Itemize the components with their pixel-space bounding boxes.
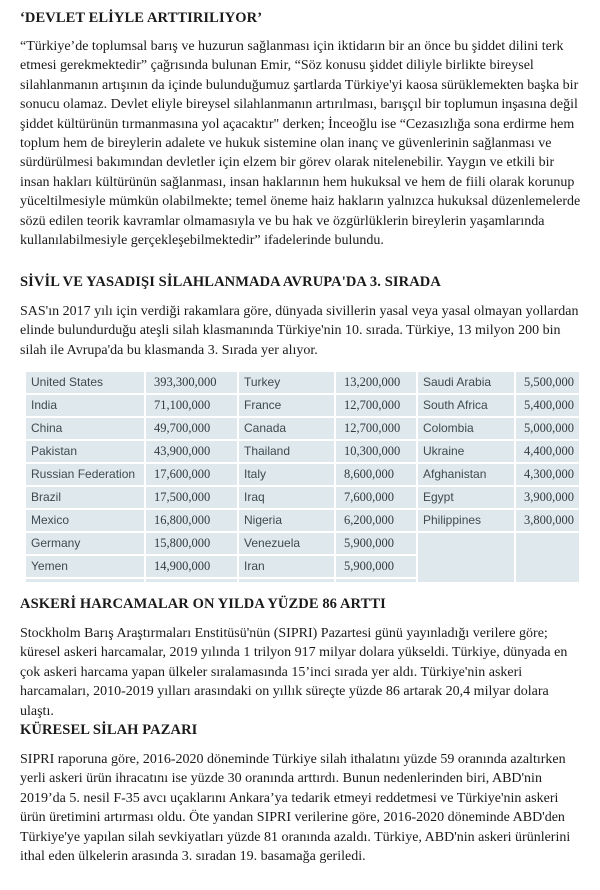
value-cell: 7,600,000 <box>336 487 416 510</box>
country-cell: Colombia <box>418 418 514 441</box>
country-cell: Thailand <box>239 441 334 464</box>
value-cell: 5,000,000 <box>516 418 579 441</box>
country-cell: Russian Federation <box>26 464 144 487</box>
country-cell: Afghanistan <box>418 464 514 487</box>
section-heading: ASKERİ HARCAMALAR ON YILDA YÜZDE 86 ARTTI <box>20 596 386 612</box>
country-column <box>239 372 334 582</box>
country-cell: Egypt <box>418 487 514 510</box>
value-cell: 393,300,000 <box>146 372 237 395</box>
section-paragraph: SIPRI raporuna göre, 2016-2020 döneminde Türkiye silah ithalatını yüzde 59 oranında azaltırken yerli askeri ürün ihracatını ise yüzde 30 oranında arttırdı. Bunun nedenlerinden biri, ABD'nin 2019’da 5. nesil F-35 avcı uçaklarını Ankara’ya tedarik etmeyi reddetmesi ve Türkiye'nin askeri ürün üretimini artırması oldu. Öte yandan SIPRI verilerine göre, 2016-2020 döneminde ABD'den Türkiye'ye yapılan silah sevkiyatları yüzde 81 oranında azaldı. Türkiye, ABD'nin askeri ürünlerini ithal eden ülkelerin arasında 3. sıradan 19. basamağa geriledi. <box>20 752 571 865</box>
country-cell: Iraq <box>239 487 334 510</box>
value-cell: 15,800,000 <box>146 533 237 556</box>
country-cell: Italy <box>239 464 334 487</box>
value-cell: 5,900,000 <box>336 533 416 556</box>
country-cell: Iran <box>239 556 334 579</box>
country-cell: Mexico <box>26 510 144 533</box>
country-cell: Nigeria <box>239 510 334 533</box>
value-column <box>144 372 239 582</box>
country-cell: United States <box>26 372 144 395</box>
country-cell: Canada <box>239 418 334 441</box>
country-cell: Pakistan <box>26 441 144 464</box>
section-heading: SİVİL VE YASADIŞI SİLAHLANMADA AVRUPA'DA 3. SIRADA <box>20 274 441 290</box>
value-cell: 12,700,000 <box>336 395 416 418</box>
country-column <box>26 372 144 582</box>
value-column <box>334 372 418 582</box>
firearms-table <box>26 372 579 582</box>
value-cell: 43,900,000 <box>146 441 237 464</box>
value-cell: 16,800,000 <box>146 510 237 533</box>
value-cell: 8,600,000 <box>336 464 416 487</box>
section-heading: KÜRESEL SİLAH PAZARI <box>20 722 198 738</box>
country-cell: Brazil <box>26 487 144 510</box>
value-cell: 4,300,000 <box>516 464 579 487</box>
country-cell: South Africa <box>418 395 514 418</box>
country-cell: Turkey <box>239 372 334 395</box>
value-cell: 13,200,000 <box>336 372 416 395</box>
value-cell: 12,700,000 <box>336 418 416 441</box>
value-cell: 4,400,000 <box>516 441 579 464</box>
country-cell: Philippines <box>418 510 514 533</box>
country-cell: Venezuela <box>239 533 334 556</box>
section-paragraph: SAS'ın 2017 yılı için verdiği rakamlara göre, dünyada sivillerin yasal veya yasal olmayan yollardan elinde bulundurduğu ateşli silah klasmanında Türkiye'nin 10. sırada. Türkiye, 13 milyon 200 bin silah ile Avrupa'da bu klasmanda 3. Sırada yer alıyor. <box>20 304 579 358</box>
country-cell: Yemen <box>26 556 144 579</box>
section-heading: ‘DEVLET ELİYLE ARTTIRILIYOR’ <box>20 10 263 26</box>
value-cell: 14,900,000 <box>146 556 237 579</box>
country-cell: Saudi Arabia <box>418 372 514 395</box>
country-column <box>418 372 514 582</box>
country-cell: Germany <box>26 533 144 556</box>
country-cell: France <box>239 395 334 418</box>
value-cell: 3,900,000 <box>516 487 579 510</box>
value-cell: 71,100,000 <box>146 395 237 418</box>
value-cell: 10,300,000 <box>336 441 416 464</box>
value-cell: 3,800,000 <box>516 510 579 533</box>
value-cell: 5,900,000 <box>336 556 416 579</box>
value-cell: 49,700,000 <box>146 418 237 441</box>
value-cell: 17,600,000 <box>146 464 237 487</box>
country-cell: Ukraine <box>418 441 514 464</box>
value-cell: 5,500,000 <box>516 372 579 395</box>
value-cell: 17,500,000 <box>146 487 237 510</box>
value-cell: 6,200,000 <box>336 510 416 533</box>
section-paragraph: Stockholm Barış Araştırmaları Enstitüsü'nün (SIPRI) Pazartesi günü yayınladığı verilere göre; küresel askeri harcamalar, 2019 yılında 1 trilyon 917 milyar dolara yükseldi. Türkiye, dünyada en çok askeri harcama yapan ülkeler sıralamasında 15’inci sırada yer aldı. Türkiye'nin askeri harcamaları, 2010-2019 yılları arasındaki on yıllık süreçte yüzde 86 artarak 20,4 milyar dolara ulaştı. <box>20 626 568 719</box>
country-cell: India <box>26 395 144 418</box>
value-column <box>514 372 579 582</box>
country-cell: China <box>26 418 144 441</box>
value-cell: 5,400,000 <box>516 395 579 418</box>
section-paragraph: “Türkiye’de toplumsal barış ve huzurun sağlanması için iktidarın bir an önce bu şiddet dilini terk etmesi gerekmektedir” çağrısında bulunan Emir, “Söz konusu şiddet diliyle birlikte bireysel silahlanmanın artışının da içinde bulunduğumuz şartlarda Türkiye'yi kaosa sürüklemekten başka bir sonucu olamaz. Devlet eliyle bireysel silahlanmanın artırılması, barışçıl bir toplumun inşasına değil şiddet kültürünün tırmanmasına yol açacaktır" derken; İnceoğlu ise “Cezasızlığa sona erdirme hem toplum hem de bireylerin adalete ve hukuk sistemine olan inanç ve güvenlerinin sağlanması ve sürdürülmesi bakımından devletler için elzem bir görev olarak nitelenebilir. Yaygın ve etkili bir insan hakları kültürünün sağlanması, insan haklarının hem hukuksal ve hem de fiili olarak korunup yüceltilmesiyle mümkün olabilmekte; temel öneme haiz hakların yalnızca hukuksal düzenlemelerde sözü edilen teorik kavramlar olmamasıyla ve bu hak ve özgürlüklerin bireylerin yaşamlarında kullanılabilmesiyle gerçekleşebilmektedir” ifadelerinde bulundu. <box>20 39 581 249</box>
